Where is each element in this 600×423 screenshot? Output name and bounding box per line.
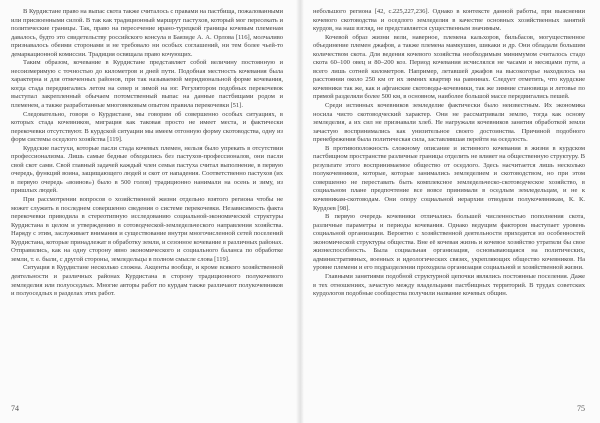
page-number: 75 xyxy=(577,404,585,413)
left-page-text xyxy=(11,8,283,400)
paragraph: Кочевой образ жизни вели, наверное, племена кальхоров, бильбасов, могущественное объединение племен джафов, а также племена мамкушин, шикаки и др. Они обладали большим количеством скота. Для ведения кочевого хозяйства необходимым минимумом считалось стадо скота 60–100 овец и 80–200 коз. Период кочевания исчислялся не часами и месяцами пути, а всего лишь сотней километров. Например, летавшей джафов на высокогорье находилось на расстоянии около 250 км от их зимних квартир на равнинах. Следует отметить, что курдские кочевники так же, как и афганские скотоводы-кочевники, так же зимние становища и летовье по прямой разделяли более 500 км, в основном, наиболее большой массе передвигались пешей. xyxy=(313,33,585,101)
paragraph: Курдские пастухи, которые пасли стада кочевых племен, нельзя было упрекать в отсутствии профессионализма. Лишь самые бедные обходились без пастухов-профессионалов, они пасли свой скот сами. Свой главный задачей каждый член семьи пастуха считал выполнение, в первую очередь, функций воина, защищающего людей и скот от нападения. Соответственно пастухов (их в первую очередь «воинов») было в 500 голов) традиционно нанимали на осень и зиму, из пришлых людей. xyxy=(11,144,283,195)
paragraph: Главными занятиями подобной структурной цепочки являлись постоянные поселения. Даже в тех отношениях, зачастую между владельцами пастбищных территорий. В трудах советских курдологов подобные сообщества получили название кочевых общин. xyxy=(313,272,585,298)
book-gutter xyxy=(296,0,304,423)
page-number: 74 xyxy=(11,404,19,413)
paragraph: небольшого региона [42, с.225,227,236]. Однако в контексте данной работы, при выяснении кочевого скотоводства и оседлого земледелия в качестве основных хозяйственных занятий курдов, на наш взгляд, не представляется существенным значимым. xyxy=(313,8,585,33)
paragraph: В первую очередь кочевники отличались большей численностью пополнения скота, различные параметры и периоды кочевания. Однако ведущим фактором выступает уровень социальной организации. Вероятно с хозяйственной деятельности приходятся из особенностей экономической структуры общества. Вне её кочевая жизнь и кочевое хозяйство утратили бы свое жизнеспособность. Была социальная организация, основывающаяся на политических, административных, военных и идеологических связях, укрепляющих общество кочевников. На уровне племени и его подразделении проходила организация социальной и хозяйственной жизни. xyxy=(313,213,585,272)
paragraph: Ситуация в Курдистане несколько сложна. Акценты вообще, и кроме всякого хозяйственной деятельности и различных районах Курдистана в сторону традиционного полукочевого земледелия или полуоседлых. Многие авторы работ по курдам также различают полукочевников и полуоседлых в разделах этих работ. xyxy=(11,264,283,298)
paragraph: В Курдистане право на выпас скота также считалось с правами на пастбища, пожалованными или присвоенными силой. В так как традиционный маршрут пастухов, который мог пересекать и политические границы. Так, право на пересечение ирано-турецкой границы кочевым племенам давалось, будто это свидетельству российского консула в Баязиде А. А. Орлова [116], молчаливо признавалось обеими сторонами и не требовало ни особых соглашений, ни тем более чьей-то демаркационной комиссии. Традиция освящала право кочующих. xyxy=(11,8,283,58)
paragraph: При рассмотрении вопросов о хозяйственной жизни отдельно взятого региона чтобы не может служить в последнем совершенно сведения о системе перекочевки. Независимость факта перекочевки приводила в стереотипную исследованию социальной-экономической структуры Курдистана в целом и утверждению в сотоводческой-земледельческого направления хозяйства. Наряду с этим, заслуживает внимания и существование внутри многочисленной сетей поселений Курдистана, которые принадлежат в обработку земли, и сезонное кочевание в различных районах. Отправились, как на одну сторону явно экономического и социального баланса по обработке земли, т. е. были, с другой стороны, земледельцы в полном смысле слова [119]. xyxy=(11,196,283,263)
paragraph: Следовательно, говоря о Курдистане, мы говорим об совершенно особых ситуациях, в которых стада кочевников, миграция как таковая просто не имеет места, и фактически перекочевки отсутствуют. В курдской ситуации мы имеем отгонную форму скотоводства, одну из форм системы оседлого хозяйства [119]. xyxy=(11,110,283,144)
paragraph: В противоположность сложному описание и истинного кочевания в жизни в курдском пастбищном пространстве различные границы отделить не влияет на общественную структуру. В результате этого воспринимаемое общество от оседлого. Здесь насчитается лишь несколько полукочевников, которые, которые занимались земледелием и скотоводством, но при этом совершенно не переставать быть комплексное земледельческо-скотоводческое хозяйство, в социальном плане предпочтение все вовсе принимали в оседлым земледельцам, и не к кочевникам-скотоводам. Они опору социальной иерархии отводили полукочевникам, К. К. Курдоев [98]. xyxy=(313,144,585,212)
paragraph: Среди истинных кочевников земледелие фактически было неизвестным. Их экономика носила чисто скотоводческий характер. Они не рассматривали землю, тогда как основу земледелия, а их сил не признавали хлеб. Не нагружали кочевников занятия обработкой земли зачастую воспринимались как унизительное своего достоинства. Причиной подобного пренебрежения была политическая сила, заставлявшая перейти на оседлость. xyxy=(313,102,585,144)
left-page xyxy=(11,8,283,414)
paragraph: Таким образом, кочевание в Курдистане представляет собой величину постоянную и несоизмеримую с точностью до километров и дней пути. Подобная местность кочевания была характерна и для отмеченных районов, при так называемой меридиональной форме кочевания, когда стада передвигались летом на север и зимой на юг. Регулятором подобных перекочевок выступал закрепленный обычаем потомственный выпас на данные пастбищами родом и племенем, а также разработанные многовековым опытом правила перекочевки [51]. xyxy=(11,59,283,110)
right-page xyxy=(313,8,585,414)
right-page-text xyxy=(313,8,585,400)
